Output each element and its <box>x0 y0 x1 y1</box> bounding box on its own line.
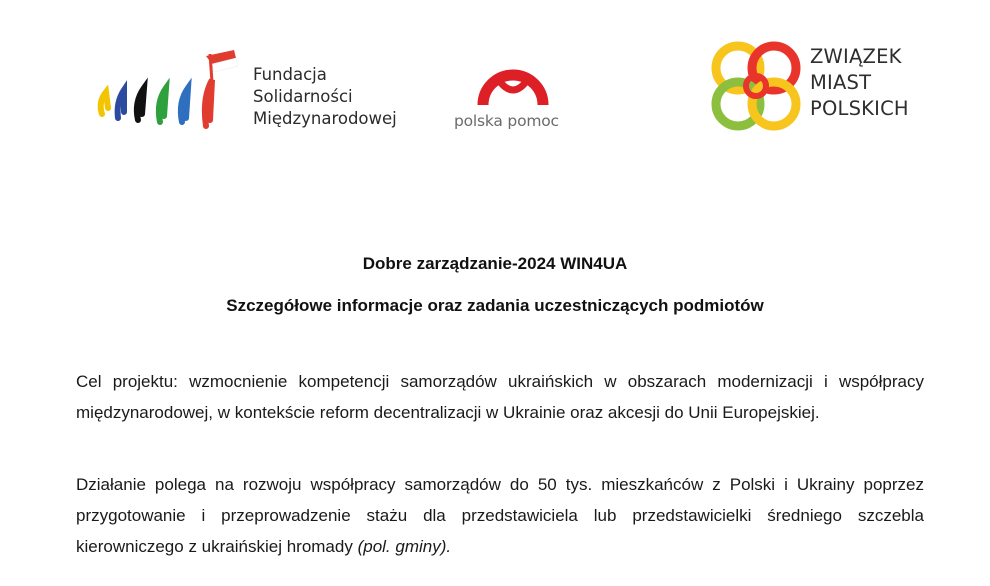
zmp-logo-text <box>810 44 909 122</box>
paragraph-activity-italic: (pol. gminy). <box>357 537 452 556</box>
fsm-line-2: Solidarności <box>253 87 353 106</box>
polska-pomoc-label: polska pomoc <box>454 112 559 130</box>
paragraph-activity <box>76 469 924 562</box>
fsm-logo <box>88 42 418 142</box>
logo-header <box>0 0 990 170</box>
document-title: Dobre zarządzanie-2024 WIN4UA <box>362 254 628 273</box>
zmp-line-3: POLSKICH <box>810 97 909 120</box>
fsm-logo-mark <box>88 42 248 142</box>
polska-pomoc-mark-icon <box>475 47 551 111</box>
paragraph-project-goal: Cel projektu: wzmocnienie kompetencji samorządów ukraińskich w obszarach modernizacji i współpracy międzynarodowej, w kontekście reform decentralizacji w Ukrainie oraz akcesji do Unii Europejskiej. <box>76 372 924 422</box>
fsm-logo-text <box>253 64 397 130</box>
fsm-line-3: Międzynarodowej <box>253 109 397 128</box>
paragraph-activity-main: Działanie polega na rozwoju współpracy samorządów do 50 tys. mieszkańców z Polski i Ukrainy poprzez przygotowanie i przeprowadzenie stażu dla przedstawiciela lub przedstawicielki średniego szczebla kierowniczego z ukraińskiej hromady <box>76 475 924 556</box>
zmp-line-1: ZWIĄZEK <box>810 45 902 68</box>
zmp-line-2: MIAST <box>810 71 872 94</box>
document-subtitle: Szczegółowe informacje oraz zadania uczestniczących podmiotów <box>226 296 764 315</box>
zmp-logo <box>706 36 946 136</box>
zmp-knot-icon <box>706 36 806 136</box>
polska-pomoc-logo <box>448 44 578 144</box>
fsm-line-1: Fundacja <box>253 65 327 84</box>
